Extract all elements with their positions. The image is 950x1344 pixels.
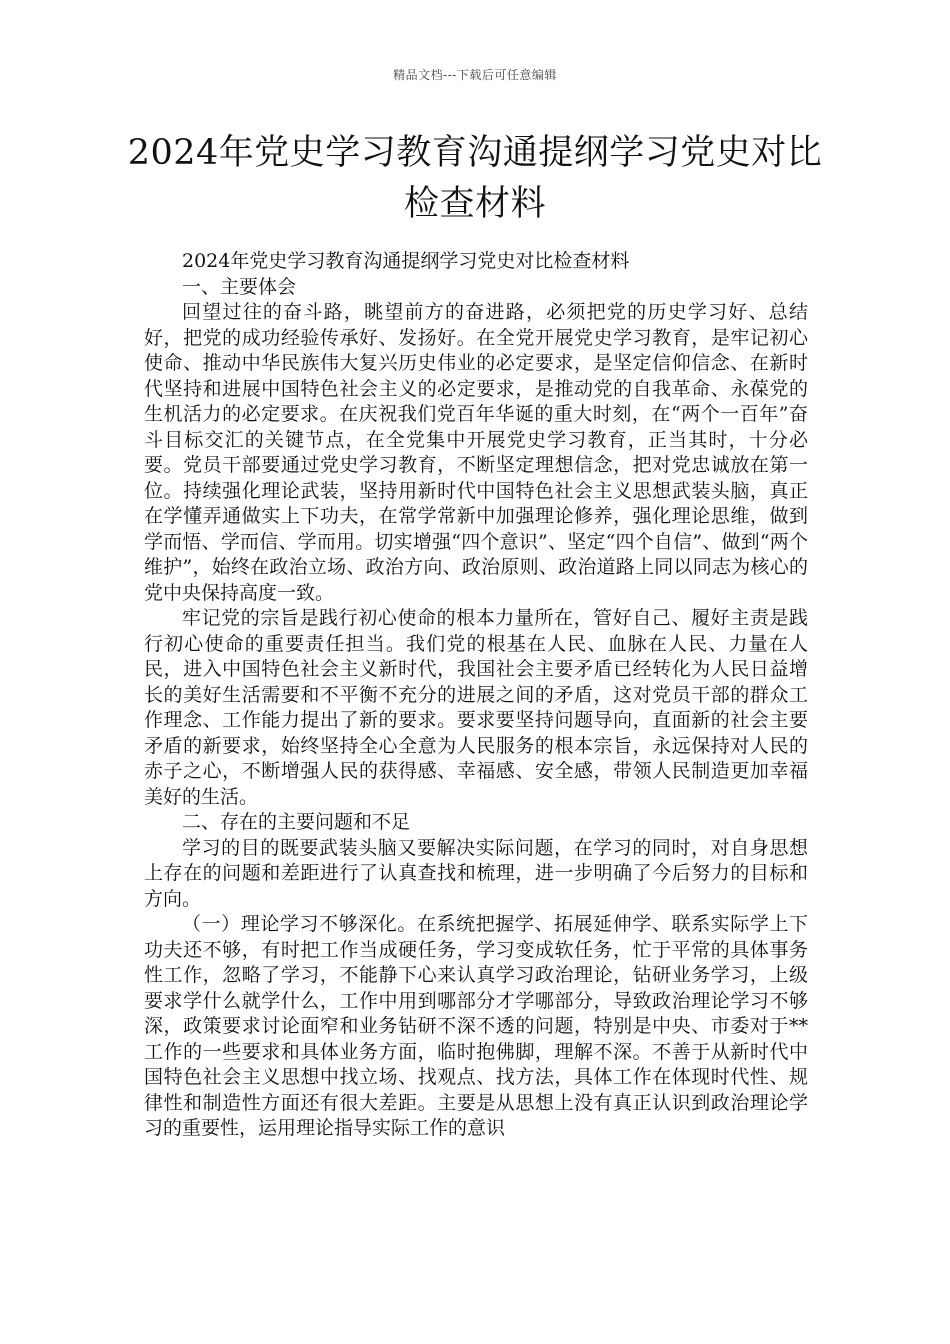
- document-body: [144, 249, 808, 1142]
- section-heading-1: 一、主要体会: [182, 275, 297, 298]
- paragraph: （一）理论学习不够深化。在系统把握学、拓展延伸学、联系实际学上下功夫还不够，有时把工作当成硬任务，学习变成软任务，忙于平常的具体事务性工作，忽略了学习，不能静下心来认真学习政治理论，钻研业务学习，上级要求学什么就学什么，工作中用到哪部分才学哪部分，导致政治理论学习不够深，政策要求讨论面窄和业务钻研不深不透的问题，特别是中央、市委对于**工作的一些要求和具体业务方面，临时抱佛脚，理解不深。不善于从新时代中国特色社会主义思想中找立场、找观点、找方法，具体工作在体现时代性、规律性和制造性方面还有很大差距。主要是从思想上没有真正认识到政治理论学习的重要性，运用理论指导实际工作的意识: [144, 913, 808, 1139]
- document-title: 2024年党史学习教育沟通提纲学习党史对比检查材料: [127, 133, 823, 224]
- paragraph: 学习的目的既要武装头脑又要解决实际问题，在学习的同时，对自身思想上存在的问题和差距进行了认真查找和梳理，进一步明确了今后努力的目标和方向。: [144, 836, 808, 910]
- paragraph: 回望过往的奋斗路，眺望前方的奋进路，必须把党的历史学习好、总结好，把党的成功经验传承好、发扬好。在全党开展党史学习教育，是牢记初心使命、推动中华民族伟大复兴历史伟业的必定要求，是坚定信仰信念、在新时代坚持和进展中国特色社会主义的必定要求，是推动党的自我革命、永葆党的生机活力的必定要求。在庆祝我们党百年华诞的重大时刻，在“两个一百年”奋斗目标交汇的关键节点，在全党集中开展党史学习教育，正当其时，十分必要。党员干部要通过党史学习教育，不断坚定理想信念，把对党忠诚放在第一位。持续强化理论武装，坚持用新时代中国特色社会主义思想武装头脑，真正在学懂弄通做实上下功夫，在常学常新中加强理论修养，强化理论思维，做到学而悟、学而信、学而用。切实增强“四个意识”、坚定“四个自信”、做到“两个维护”，始终在政治立场、政治方向、政治原则、政治道路上同以同志为核心的党中央保持高度一致。: [144, 301, 808, 604]
- header-note: 精品文档---下载后可任意编辑: [393, 68, 557, 82]
- section-heading-2: 二、存在的主要问题和不足: [182, 811, 411, 833]
- paragraph-subtitle: 2024年党史学习教育沟通提纲学习党史对比检查材料: [182, 250, 630, 272]
- paragraph: 牢记党的宗旨是践行初心使命的根本力量所在，管好自己、履好主责是践行初心使命的重要责任担当。我们党的根基在人民、血脉在人民、力量在人民，进入中国特色社会主义新时代，我国社会主要矛盾已经转化为人民日益增长的美好生活需要和不平衡不充分的进展之间的矛盾，这对党员干部的群众工作理念、工作能力提出了新的要求。要求要坚持问题导向，直面新的社会主要矛盾的新要求，始终坚持全心全意为人民服务的根本宗旨，永远保持对人民的赤子之心，不断增强人民的获得感、幸福感、安全感，带领人民制造更加幸福美好的生活。: [144, 607, 808, 808]
